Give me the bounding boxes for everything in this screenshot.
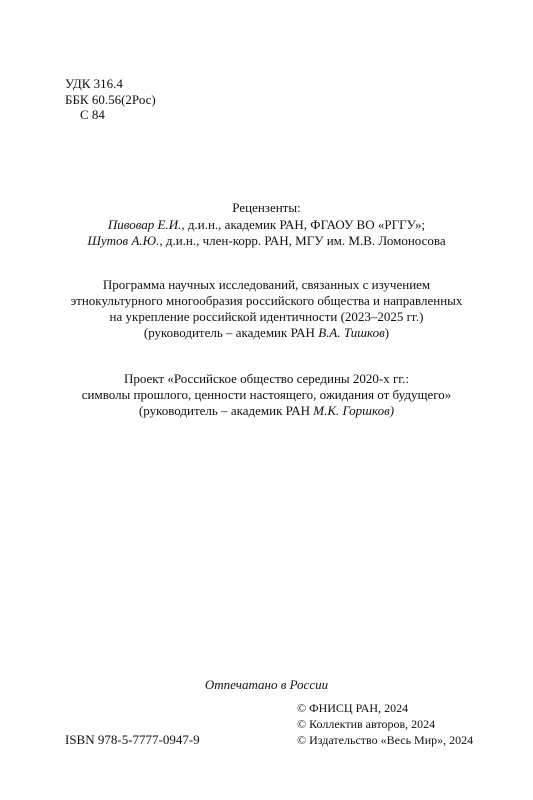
reviewer-line [0, 218, 533, 231]
isbn: ISBN 978-5-7777-0947-9 [65, 732, 200, 747]
bbk-code: ББК 60.56(2Рос) [65, 92, 156, 107]
project-leader-name: М.К. Горшков) [313, 403, 395, 418]
program-line: этнокультурного многообразия российского общества и направленных [70, 293, 463, 308]
program-leader-name: В.А. Тишков [318, 325, 385, 340]
program-leader-suffix: ) [384, 325, 390, 340]
reviewers-heading: Рецензенты: [232, 200, 301, 215]
project-line: Проект «Российское общество середины 2020-х гг.: [123, 371, 410, 386]
program-line: на укрепление российской идентичности (2023–2025 гг.) [109, 309, 424, 324]
reviewer-line [0, 234, 533, 247]
reviewer-details: д.и.н., член-корр. РАН, МГУ им. М.В. Ломоносова [162, 233, 446, 248]
reviewer-name: Пивовар Е.И., [107, 217, 185, 232]
program-leader [0, 326, 533, 339]
reviewer-name: Шутов А.Ю., [87, 233, 163, 248]
program-leader-prefix: (руководитель – академик РАН [143, 325, 319, 340]
copyright-line: © Издательство «Весь Мир», 2024 [297, 733, 474, 747]
author-mark: С 84 [80, 107, 105, 122]
project-line: символы прошлого, ценности настоящего, ожидания от будущего» [81, 387, 452, 402]
project-leader [0, 404, 533, 417]
program-line: Программа научных исследований, связанных с изучением [102, 277, 431, 292]
udk-code: УДК 316.4 [65, 76, 123, 91]
copyright-line: © Коллектив авторов, 2024 [297, 717, 436, 731]
copyright-line: © ФНИСЦ РАН, 2024 [297, 701, 409, 715]
project-leader-prefix: (руководитель – академик РАН [138, 403, 314, 418]
printed-in: Отпечатано в России [204, 677, 329, 692]
reviewer-details: д.и.н., академик РАН, ФГАОУ ВО «РГГУ»; [184, 217, 426, 232]
